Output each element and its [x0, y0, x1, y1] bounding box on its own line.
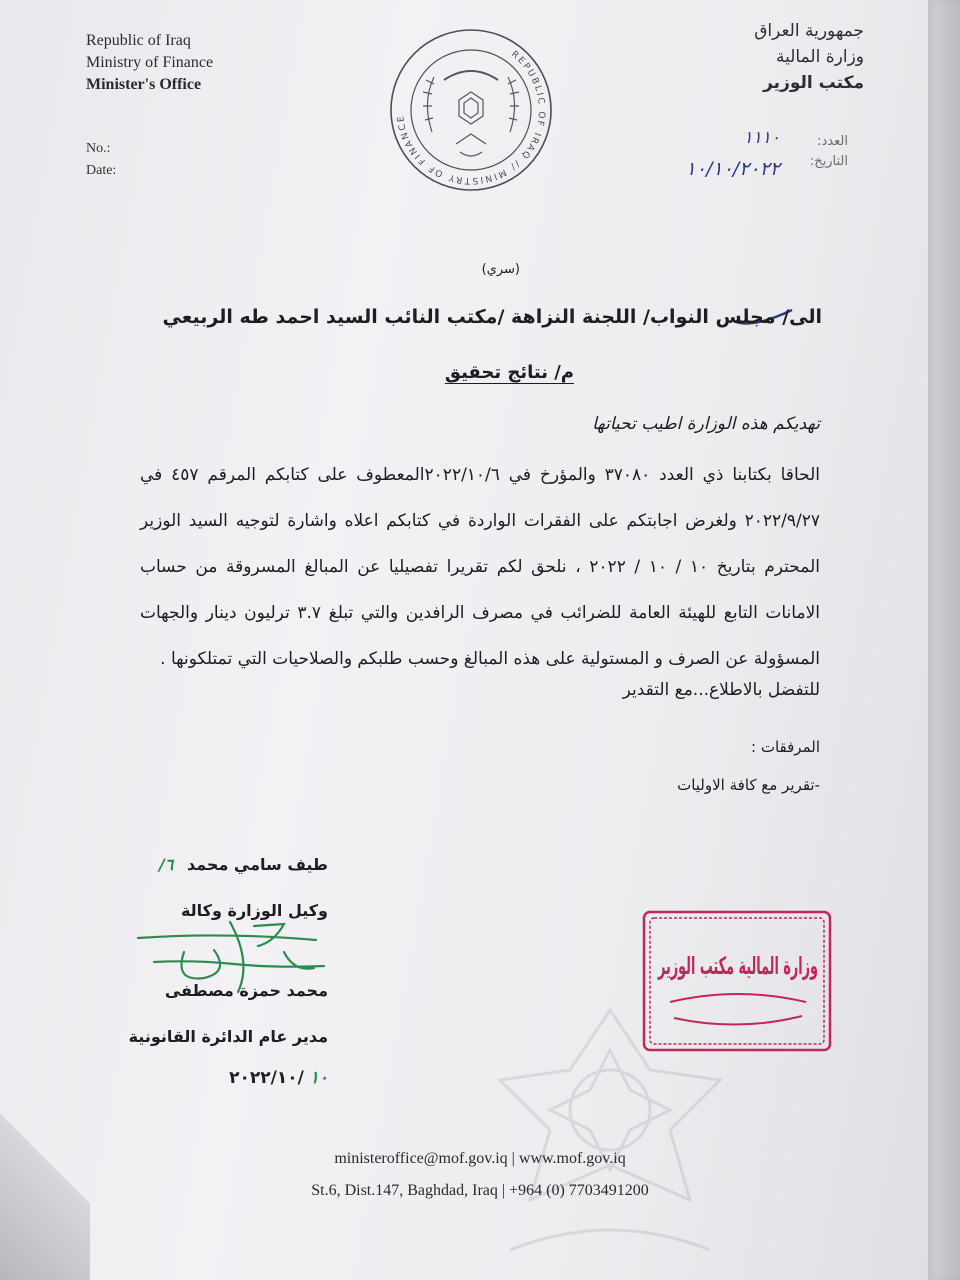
handwritten-signature-icon	[134, 912, 334, 1002]
letterhead-country: Republic of Iraq	[86, 32, 191, 49]
paper-edge-shadow	[928, 0, 960, 1280]
recipient-line: الى/ مجلس النواب/ اللجنة النزاهة /مكتب النائب السيد احمد طه الربيعي	[162, 306, 822, 328]
number-label-ar: العدد:	[817, 134, 848, 149]
classification-label: (سري)	[481, 262, 520, 277]
handwritten-sign-mark: ٦/	[158, 855, 174, 874]
svg-text:REPUBLIC OF IRAQ // MINISTRY O: REPUBLIC OF IRAQ // MINISTRY OF FINANCE	[396, 49, 547, 186]
ministry-stamp-seal	[640, 906, 836, 1056]
director-title: مدير عام الدائرة القانونية	[128, 1027, 328, 1046]
attachments-label: المرفقات :	[751, 738, 820, 756]
footer-contact-web: ministeroffice@mof.gov.iq | www.mof.gov.iq	[334, 1150, 626, 1167]
signature-date-day: ١٠	[309, 1068, 328, 1088]
reference-labels-en	[86, 138, 116, 182]
letterhead-office: Minister's Office	[86, 76, 202, 93]
signature-date	[129, 1068, 328, 1088]
letterhead-ministry: Ministry of Finance	[86, 54, 214, 71]
closing-line: للتفضل بالاطلاع...مع التقدير	[622, 680, 820, 700]
attachment-item: -تقرير مع كافة الاوليات	[677, 776, 820, 794]
letter-body-paragraph: الحاقا بكتابنا ذي العدد ٣٧٠٨٠ والمؤرخ في ٢٠٢٢/١٠/٦المعطوف على كتابكم المرقم ٤٥٧ في ٢٠٢٢/٩/٢٧ ولغرض اجابتكم على الفقرات الواردة في كتابكم اعلاه واشارة لتوجيه السيد الوزير المحترم بتاريخ ١٠ / ١٠ / ٢٠٢٢ ، نلحق لكم تقريرا تفصيليا عن المبالغ المسروقة من حساب الامانات التابع للهيئة العامة للضرائب في مصرف الرافدين والتي تبلغ ٣.٧ ترليون دينار والجهات المسؤولة عن الصرف و المستولية على هذه المبالغ وحسب طلبكم والصلاحيات التي تمتلكونها .	[140, 465, 820, 669]
date-label-ar: التاريخ:	[809, 154, 848, 169]
number-label: No.:	[86, 141, 111, 156]
signatory-primary-line	[129, 842, 328, 888]
director-name: محمد حمزة مصطفى	[164, 981, 328, 1000]
letterhead-office-ar: مكتب الوزير	[763, 73, 864, 93]
letterhead-country-ar: جمهورية العراق	[754, 21, 864, 41]
subject-line: م/ نتائج تحقيق	[444, 362, 574, 383]
ministry-of-finance-seal-icon	[372, 22, 570, 198]
english-letterhead	[86, 30, 213, 96]
svg-text:وزارة المالية مكتب الوزير: وزارة المالية مكتب الوزير	[657, 952, 818, 980]
handwritten-reference-date: ١٠/١٠/٢٠٢٢	[685, 158, 780, 180]
signature-date-printed: /٢٠٢٢/١٠	[229, 1068, 304, 1088]
signatory-title: وكيل الوزارة وكالة	[180, 901, 328, 920]
letterhead-ministry-ar: وزارة المالية	[776, 47, 864, 67]
signatory-name: طيف سامي محمد	[186, 855, 328, 874]
footer-address-phone: St.6, Dist.147, Baghdad, Iraq | +964 (0) 7703491200	[311, 1182, 649, 1199]
date-label: Date:	[86, 163, 117, 178]
reference-labels-ar	[810, 132, 848, 172]
handwritten-reference-number: ١١١٠	[743, 128, 780, 148]
arabic-letterhead	[754, 18, 864, 96]
greeting-line: تهديكم هذه الوزارة اطيب تحياتها	[592, 414, 820, 434]
